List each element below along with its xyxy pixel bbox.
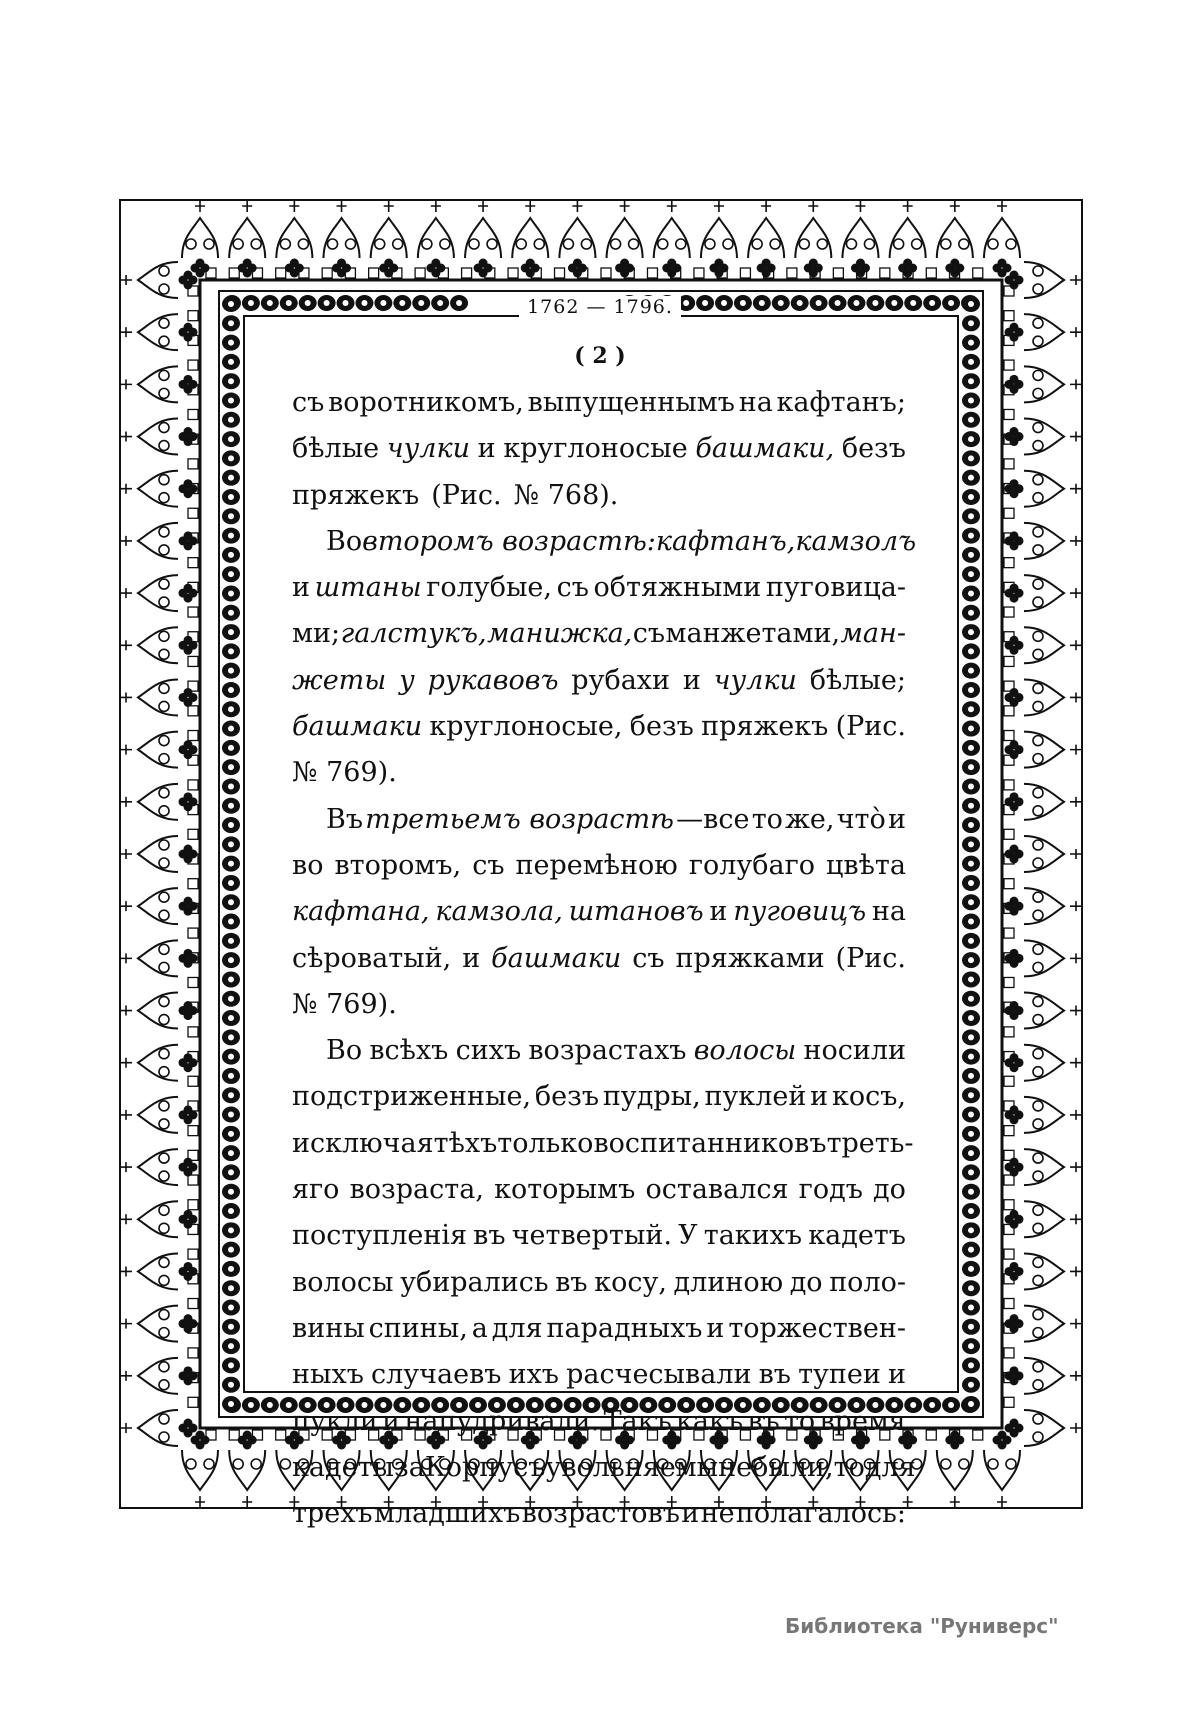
word: безъ: [629, 711, 694, 743]
word: длиною: [673, 1266, 784, 1298]
word: тѣхъ: [433, 1127, 498, 1159]
ornament-motif: [120, 784, 198, 820]
ornament-motif: [324, 200, 360, 278]
ornament-motif: [229, 1431, 265, 1509]
word: для: [491, 1312, 543, 1344]
text-line: [292, 519, 917, 565]
word: во: [292, 849, 324, 881]
word: штановъ: [568, 896, 704, 928]
word: съ: [472, 849, 505, 881]
word: волосы: [693, 1035, 797, 1067]
word: и: [682, 664, 701, 696]
word: башмаки: [491, 942, 622, 974]
text-line: [292, 982, 906, 1028]
word: безъ: [841, 433, 906, 465]
text-line: [292, 1352, 906, 1398]
word: манижка,: [487, 618, 633, 650]
word: на: [871, 896, 906, 928]
ornament-motif: [1005, 836, 1083, 872]
word: то: [784, 1405, 816, 1437]
word: (Рис.: [431, 479, 502, 511]
word: и: [681, 1498, 700, 1530]
text-line: [292, 797, 906, 843]
word: носили: [803, 1035, 906, 1067]
word: то: [833, 1451, 865, 1483]
word: косъ,: [831, 1081, 906, 1113]
word: кафтанъ,: [655, 525, 796, 557]
word: торжествен-: [728, 1312, 906, 1344]
ornament-motif: [120, 1410, 198, 1446]
ornament-motif: [559, 200, 595, 278]
ornament-motif: [120, 940, 198, 976]
word: бѣлые;: [809, 664, 906, 696]
word: пряжекъ: [701, 711, 829, 743]
word: № 768).: [513, 479, 619, 511]
word: поло-: [829, 1266, 906, 1298]
ornament-motif: [1005, 1149, 1083, 1185]
ornament-motif: [1005, 627, 1083, 663]
library-watermark: Библиотека "Руниверс": [785, 1614, 1059, 1638]
word: до: [873, 1174, 906, 1206]
word: второмъ,: [334, 849, 462, 881]
word: и: [888, 1359, 906, 1391]
word: оставался: [645, 1174, 789, 1206]
word: —все: [676, 803, 750, 835]
word: Въ: [326, 803, 364, 835]
word: пукли: [292, 1405, 378, 1437]
word: воротникомъ,: [328, 387, 524, 418]
word: какъ: [676, 1405, 744, 1437]
ornament-motif: [120, 732, 198, 768]
word: кафтанъ;: [776, 387, 906, 418]
ornament-motif: [1005, 1253, 1083, 1289]
word: и: [810, 1081, 829, 1113]
word: подстриженные,: [292, 1081, 532, 1113]
word: за: [394, 1451, 425, 1483]
word: ман-: [840, 618, 906, 650]
word: увольняемы: [545, 1451, 719, 1483]
text-line: [292, 1074, 906, 1120]
ornament-motif: [120, 1358, 198, 1394]
ornament-motif: [1005, 1306, 1083, 1342]
word: жеты: [292, 664, 387, 696]
word: № 769).: [292, 988, 397, 1020]
ornament-motif: [512, 200, 548, 278]
text-line: [292, 704, 906, 750]
ornament-motif: [795, 200, 831, 278]
word: пуговица-: [765, 572, 906, 604]
word: перемѣною: [515, 849, 678, 881]
text-line: [292, 658, 906, 704]
ornament-motif: [120, 1201, 198, 1237]
word: кафтана,: [292, 896, 430, 928]
word: случаевъ: [371, 1359, 502, 1391]
ornament-motif: [1005, 1410, 1083, 1446]
text-line: [292, 473, 906, 519]
word: возрастовъ: [521, 1498, 680, 1530]
word: для: [864, 1451, 916, 1483]
text-line: [292, 750, 906, 796]
word: и: [462, 942, 481, 974]
word: ихъ: [508, 1359, 559, 1391]
ornament-motif: [1005, 1358, 1083, 1394]
ornament-motif: [276, 200, 312, 278]
word: не: [700, 1498, 735, 1530]
ornament-motif: [1005, 940, 1083, 976]
word: пряжекъ: [292, 479, 420, 511]
word: Во: [326, 1035, 363, 1067]
ornament-motif: [701, 200, 737, 278]
text-line: [292, 1260, 906, 1306]
ornament-motif: [1005, 1097, 1083, 1133]
word: же,: [785, 803, 835, 835]
word: въ: [473, 1220, 506, 1252]
word: расчесывали: [566, 1359, 752, 1391]
ornament-motif: [748, 200, 784, 278]
word: съ: [292, 387, 325, 418]
ornament-motif: [120, 993, 198, 1029]
ornament-motif: [120, 1097, 198, 1133]
word: камзолъ: [795, 525, 917, 557]
word: напудривали.: [404, 1405, 600, 1437]
word: чулки: [713, 664, 797, 696]
word: и: [477, 433, 496, 465]
ornament-motif: [120, 262, 198, 298]
ornament-motif: [1005, 523, 1083, 559]
ornament-motif: [229, 200, 265, 278]
word: въ: [747, 1405, 780, 1437]
ornament-motif: [120, 366, 198, 402]
ornament-motif: [120, 523, 198, 559]
word: обтяжными: [593, 572, 762, 604]
word: сѣроватый,: [292, 942, 452, 974]
ornament-motif: [120, 419, 198, 455]
word: чулки: [386, 433, 470, 465]
word: которымъ: [494, 1174, 636, 1206]
ornament-motif: [842, 200, 878, 278]
text-line: [292, 1028, 906, 1074]
text-line: [292, 1399, 906, 1445]
word: башмаки: [292, 711, 423, 743]
text-line: [292, 1306, 906, 1352]
ornament-motif: [120, 1045, 198, 1081]
word: не: [718, 1451, 753, 1483]
word: круглоносые: [503, 433, 688, 465]
word: У: [678, 1220, 698, 1252]
word: до: [789, 1266, 823, 1298]
ornament-motif: [120, 1306, 198, 1342]
ornament-motif: [371, 200, 407, 278]
word: рукавовъ: [427, 664, 559, 696]
ornament-motif: [1005, 471, 1083, 507]
word: возраста,: [349, 1174, 484, 1206]
ornament-motif: [120, 1149, 198, 1185]
word: младшихъ: [373, 1498, 521, 1530]
ornament-motif: [120, 627, 198, 663]
word: кадеты: [292, 1451, 395, 1483]
text-line: [292, 1167, 906, 1213]
word: а: [471, 1312, 488, 1344]
word: то: [751, 803, 783, 835]
word: кадетъ: [808, 1220, 906, 1252]
ornament-motif: [120, 575, 198, 611]
header-years: [0, 296, 1200, 318]
text-line: [292, 426, 906, 472]
word: въ: [555, 1266, 588, 1298]
word: у: [399, 664, 415, 696]
word: пуговицъ: [733, 896, 867, 928]
ornament-motif: [1005, 1201, 1083, 1237]
word: только: [497, 1127, 594, 1159]
word: и: [706, 1312, 725, 1344]
word: такихъ: [703, 1220, 803, 1252]
word: полагалось:: [735, 1498, 906, 1530]
word: поступленія: [292, 1220, 467, 1252]
word: воспитанниковъ: [593, 1127, 827, 1159]
word: пудры,: [602, 1081, 701, 1113]
word: косу,: [594, 1266, 667, 1298]
word: спины,: [368, 1312, 468, 1344]
word: время: [819, 1405, 906, 1437]
page-number: ( 2 ): [574, 343, 626, 369]
ornament-motif: [465, 200, 501, 278]
text-line: [292, 889, 906, 935]
ornament-motif: [890, 200, 926, 278]
text-line: [292, 565, 906, 611]
ornament-motif: [120, 888, 198, 924]
ornament-motif: [1005, 1045, 1083, 1081]
word: голубые,: [426, 572, 552, 604]
header-years-text: 1762 — 1796.: [519, 296, 681, 318]
ornament-motif: [937, 1431, 973, 1509]
ornament-motif: [1005, 732, 1083, 768]
word: второмъ возрастѣ:: [362, 525, 656, 557]
word: бѣлые: [292, 433, 380, 465]
ornament-motif: [1005, 262, 1083, 298]
word: галстукъ,: [340, 618, 487, 650]
word: возрастахъ: [528, 1035, 687, 1067]
text-line: [292, 1121, 914, 1167]
word: парадныхъ: [546, 1312, 703, 1344]
ornament-motif: [1005, 679, 1083, 715]
body-text: [292, 380, 917, 1537]
text-line: [292, 1213, 906, 1259]
ornament-motif: [984, 1431, 1020, 1509]
ornament-motif: [182, 1431, 218, 1509]
word: трехъ: [292, 1498, 373, 1530]
word: голубаго: [688, 849, 816, 881]
word: были,: [752, 1451, 834, 1483]
word: чтò: [836, 803, 886, 835]
text-line: [292, 611, 906, 657]
word: Корпусъ: [424, 1451, 546, 1483]
ornament-motif: [182, 200, 218, 278]
ornament-motif: [120, 836, 198, 872]
word: Во: [326, 525, 363, 557]
word: и: [887, 803, 906, 835]
word: третьемъ возрастѣ: [365, 803, 674, 835]
word: яго: [292, 1174, 340, 1206]
text-line: [292, 1491, 906, 1537]
ornament-motif: [1005, 993, 1083, 1029]
word: убирались: [400, 1266, 549, 1298]
word: и: [292, 572, 310, 604]
word: съ: [632, 942, 665, 974]
word: четвертый.: [511, 1220, 672, 1252]
ornament-motif: [654, 200, 690, 278]
text-line: [292, 1445, 916, 1491]
ornament-motif: [120, 471, 198, 507]
word: всѣхъ: [369, 1035, 449, 1067]
ornament-motif: [120, 1253, 198, 1289]
word: съ: [632, 618, 666, 650]
ornament-motif: [120, 679, 198, 715]
word: цвѣта: [826, 849, 906, 881]
word: штаны: [314, 572, 422, 604]
word: (Рис.: [835, 711, 906, 743]
word: тупеи: [798, 1359, 881, 1391]
word: съ: [556, 572, 589, 604]
word: круглоносые,: [429, 711, 623, 743]
ornament-motif: [937, 200, 973, 278]
word: и: [709, 896, 728, 928]
ornament-motif: [1005, 419, 1083, 455]
ornament-motif: [1005, 784, 1083, 820]
ornament-motif: [1005, 888, 1083, 924]
text-line: [292, 843, 906, 889]
word: Такъ: [603, 1405, 672, 1437]
word: (Рис.: [835, 942, 906, 974]
word: пуклей: [704, 1081, 807, 1113]
text-line: [292, 380, 906, 426]
word: камзола,: [435, 896, 563, 928]
word: пряжками: [675, 942, 825, 974]
word: манжетами,: [665, 618, 841, 650]
word: волосы: [292, 1266, 394, 1298]
word: безъ: [534, 1081, 600, 1113]
word: треть-: [826, 1127, 914, 1159]
word: ми;: [292, 618, 341, 650]
word: выпущеннымъ: [527, 387, 735, 418]
word: башмаки,: [695, 433, 835, 465]
word: годъ: [798, 1174, 863, 1206]
word: № 769).: [292, 757, 397, 789]
ornament-motif: [1005, 575, 1083, 611]
ornament-motif: [984, 200, 1020, 278]
text-line: [292, 936, 906, 982]
ornament-motif: [418, 200, 454, 278]
ornament-motif: [1005, 366, 1083, 402]
word: ныхъ: [292, 1359, 364, 1391]
ornament-motif: [607, 200, 643, 278]
word: сихъ: [455, 1035, 522, 1067]
word: рубахи: [571, 664, 671, 696]
word: въ: [758, 1359, 791, 1391]
word: на: [738, 387, 773, 418]
word: вины: [292, 1312, 365, 1344]
word: и: [382, 1405, 401, 1437]
word: исключая: [292, 1127, 434, 1159]
